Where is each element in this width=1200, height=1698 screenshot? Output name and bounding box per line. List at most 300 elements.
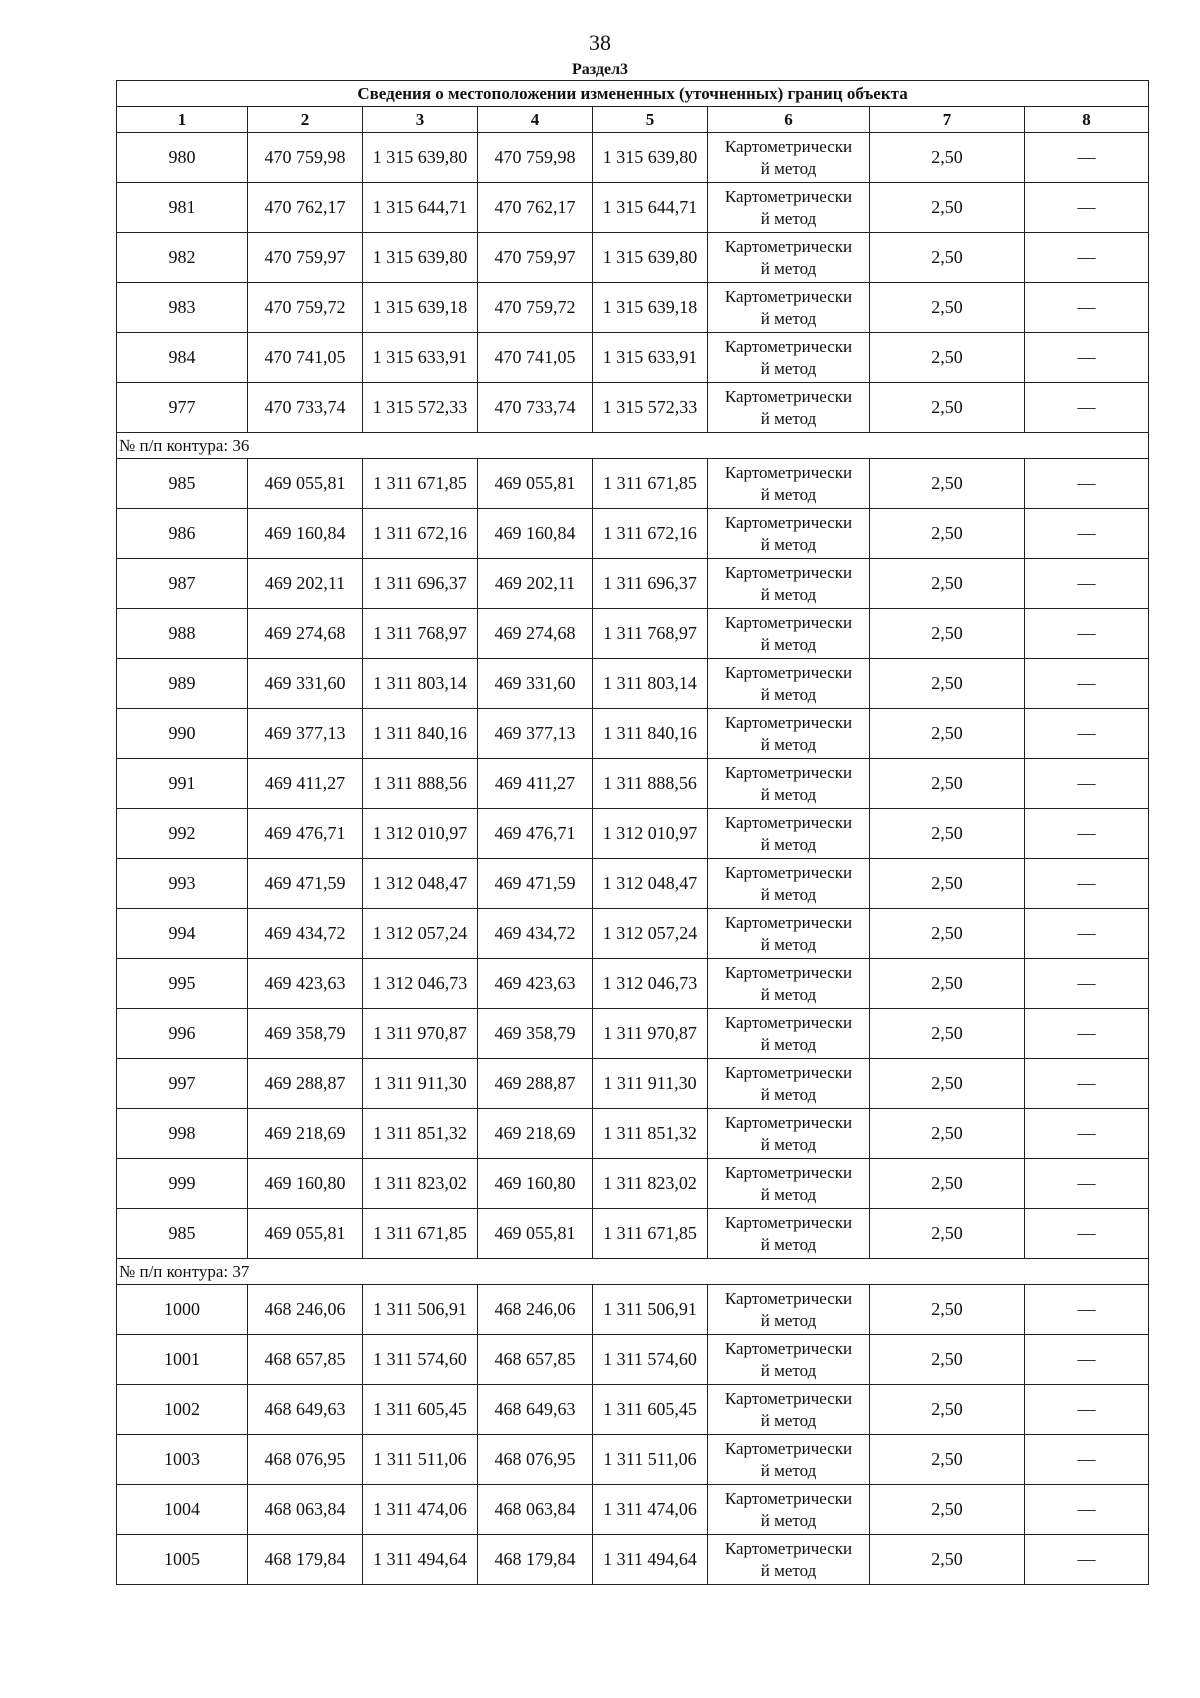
y-existing: 1 315 639,80 bbox=[363, 233, 478, 283]
description-dash: — bbox=[1025, 133, 1149, 183]
y-existing: 1 312 057,24 bbox=[363, 909, 478, 959]
method-line1: Картометрически bbox=[724, 186, 853, 206]
y-existing: 1 311 768,97 bbox=[363, 609, 478, 659]
x-existing: 468 063,84 bbox=[248, 1485, 363, 1535]
accuracy-value: 2,50 bbox=[870, 1109, 1025, 1159]
method-line2: й метод bbox=[760, 934, 817, 954]
table-row bbox=[117, 609, 1149, 659]
method-cell bbox=[708, 1109, 870, 1159]
table-row bbox=[117, 709, 1149, 759]
accuracy-value: 2,50 bbox=[870, 1285, 1025, 1335]
accuracy-value: 2,50 bbox=[870, 1535, 1025, 1585]
method-cell bbox=[708, 1285, 870, 1335]
method-line1: Картометрически bbox=[724, 236, 853, 256]
y-new: 1 311 823,02 bbox=[593, 1159, 708, 1209]
x-new: 469 055,81 bbox=[478, 459, 593, 509]
y-new: 1 311 911,30 bbox=[593, 1059, 708, 1109]
x-existing: 469 055,81 bbox=[248, 1209, 363, 1259]
y-new: 1 311 671,85 bbox=[593, 1209, 708, 1259]
x-existing: 469 358,79 bbox=[248, 1009, 363, 1059]
x-new: 469 377,13 bbox=[478, 709, 593, 759]
accuracy-value: 2,50 bbox=[870, 659, 1025, 709]
x-new: 469 331,60 bbox=[478, 659, 593, 709]
method-line2: й метод bbox=[760, 584, 817, 604]
table-row bbox=[117, 559, 1149, 609]
y-existing: 1 311 851,32 bbox=[363, 1109, 478, 1159]
description-dash: — bbox=[1025, 859, 1149, 909]
description-dash: — bbox=[1025, 1535, 1149, 1585]
y-existing: 1 311 506,91 bbox=[363, 1285, 478, 1335]
method-line2: й метод bbox=[760, 484, 817, 504]
accuracy-value: 2,50 bbox=[870, 1159, 1025, 1209]
y-existing: 1 315 572,33 bbox=[363, 383, 478, 433]
y-existing: 1 311 888,56 bbox=[363, 759, 478, 809]
method-cell bbox=[708, 1335, 870, 1385]
y-existing: 1 311 574,60 bbox=[363, 1335, 478, 1385]
y-new: 1 311 506,91 bbox=[593, 1285, 708, 1335]
y-existing: 1 311 803,14 bbox=[363, 659, 478, 709]
method-cell bbox=[708, 1385, 870, 1435]
method-line1: Картометрически bbox=[724, 286, 853, 306]
accuracy-value: 2,50 bbox=[870, 709, 1025, 759]
contour-label: № п/п контура: 36 bbox=[117, 433, 1149, 459]
y-existing: 1 311 696,37 bbox=[363, 559, 478, 609]
section-title: Раздел3 bbox=[571, 61, 629, 78]
x-new: 469 411,27 bbox=[478, 759, 593, 809]
y-existing: 1 311 672,16 bbox=[363, 509, 478, 559]
description-dash: — bbox=[1025, 909, 1149, 959]
description-dash: — bbox=[1025, 1485, 1149, 1535]
method-cell bbox=[708, 809, 870, 859]
y-new: 1 311 474,06 bbox=[593, 1485, 708, 1535]
accuracy-value: 2,50 bbox=[870, 233, 1025, 283]
method-line1: Картометрически bbox=[724, 812, 853, 832]
x-existing: 469 434,72 bbox=[248, 909, 363, 959]
point-number: 1005 bbox=[117, 1535, 248, 1585]
y-new: 1 315 639,18 bbox=[593, 283, 708, 333]
method-line1: Картометрически bbox=[724, 1288, 853, 1308]
table-row bbox=[117, 133, 1149, 183]
method-cell bbox=[708, 459, 870, 509]
column-number-3: 3 bbox=[363, 107, 478, 133]
method-line1: Картометрически bbox=[724, 1012, 853, 1032]
point-number: 1004 bbox=[117, 1485, 248, 1535]
x-new: 469 423,63 bbox=[478, 959, 593, 1009]
table-row bbox=[117, 909, 1149, 959]
point-number: 986 bbox=[117, 509, 248, 559]
method-cell bbox=[708, 959, 870, 1009]
table-row bbox=[117, 659, 1149, 709]
accuracy-value: 2,50 bbox=[870, 183, 1025, 233]
method-line1: Картометрически bbox=[724, 1438, 853, 1458]
x-new: 468 649,63 bbox=[478, 1385, 593, 1435]
y-existing: 1 311 494,64 bbox=[363, 1535, 478, 1585]
description-dash: — bbox=[1025, 183, 1149, 233]
method-cell bbox=[708, 509, 870, 559]
method-line2: й метод bbox=[760, 258, 817, 278]
point-number: 1003 bbox=[117, 1435, 248, 1485]
accuracy-value: 2,50 bbox=[870, 1009, 1025, 1059]
description-dash: — bbox=[1025, 1335, 1149, 1385]
point-number: 998 bbox=[117, 1109, 248, 1159]
method-cell bbox=[708, 909, 870, 959]
table-row bbox=[117, 1485, 1149, 1535]
description-dash: — bbox=[1025, 709, 1149, 759]
accuracy-value: 2,50 bbox=[870, 909, 1025, 959]
y-new: 1 311 511,06 bbox=[593, 1435, 708, 1485]
x-existing: 469 055,81 bbox=[248, 459, 363, 509]
table-row bbox=[117, 333, 1149, 383]
method-cell bbox=[708, 383, 870, 433]
x-existing: 468 076,95 bbox=[248, 1435, 363, 1485]
y-existing: 1 315 639,18 bbox=[363, 283, 478, 333]
y-new: 1 311 768,97 bbox=[593, 609, 708, 659]
y-existing: 1 311 605,45 bbox=[363, 1385, 478, 1435]
x-new: 470 762,17 bbox=[478, 183, 593, 233]
y-new: 1 315 644,71 bbox=[593, 183, 708, 233]
y-new: 1 311 494,64 bbox=[593, 1535, 708, 1585]
y-existing: 1 312 046,73 bbox=[363, 959, 478, 1009]
method-line2: й метод bbox=[760, 1410, 817, 1430]
y-existing: 1 311 970,87 bbox=[363, 1009, 478, 1059]
y-new: 1 311 671,85 bbox=[593, 459, 708, 509]
contour-header-row bbox=[117, 1259, 1149, 1285]
x-new: 469 055,81 bbox=[478, 1209, 593, 1259]
point-number: 999 bbox=[117, 1159, 248, 1209]
x-existing: 469 274,68 bbox=[248, 609, 363, 659]
x-new: 469 476,71 bbox=[478, 809, 593, 859]
table-row bbox=[117, 1109, 1149, 1159]
x-new: 470 733,74 bbox=[478, 383, 593, 433]
y-new: 1 315 639,80 bbox=[593, 133, 708, 183]
method-line1: Картометрически bbox=[724, 612, 853, 632]
method-line2: й метод bbox=[760, 1234, 817, 1254]
method-line1: Картометрически bbox=[724, 962, 853, 982]
x-new: 470 759,72 bbox=[478, 283, 593, 333]
method-line2: й метод bbox=[760, 308, 817, 328]
method-cell bbox=[708, 559, 870, 609]
y-existing: 1 315 639,80 bbox=[363, 133, 478, 183]
accuracy-value: 2,50 bbox=[870, 609, 1025, 659]
point-number: 984 bbox=[117, 333, 248, 383]
x-new: 470 741,05 bbox=[478, 333, 593, 383]
y-existing: 1 312 048,47 bbox=[363, 859, 478, 909]
point-number: 981 bbox=[117, 183, 248, 233]
x-new: 468 179,84 bbox=[478, 1535, 593, 1585]
method-cell bbox=[708, 759, 870, 809]
method-cell bbox=[708, 859, 870, 909]
x-new: 470 759,97 bbox=[478, 233, 593, 283]
point-number: 1002 bbox=[117, 1385, 248, 1435]
y-new: 1 312 046,73 bbox=[593, 959, 708, 1009]
y-existing: 1 311 671,85 bbox=[363, 459, 478, 509]
table-row bbox=[117, 1535, 1149, 1585]
table-row bbox=[117, 283, 1149, 333]
point-number: 985 bbox=[117, 459, 248, 509]
page-number: 38 bbox=[589, 30, 611, 55]
method-line2: й метод bbox=[760, 1310, 817, 1330]
method-line2: й метод bbox=[760, 1510, 817, 1530]
x-new: 468 246,06 bbox=[478, 1285, 593, 1335]
method-line1: Картометрически bbox=[724, 562, 853, 582]
y-existing: 1 311 511,06 bbox=[363, 1435, 478, 1485]
accuracy-value: 2,50 bbox=[870, 559, 1025, 609]
x-new: 469 202,11 bbox=[478, 559, 593, 609]
accuracy-value: 2,50 bbox=[870, 333, 1025, 383]
table-body bbox=[117, 133, 1149, 1585]
y-new: 1 311 851,32 bbox=[593, 1109, 708, 1159]
x-existing: 468 649,63 bbox=[248, 1385, 363, 1435]
table-row bbox=[117, 1159, 1149, 1209]
method-cell bbox=[708, 609, 870, 659]
description-dash: — bbox=[1025, 383, 1149, 433]
method-line2: й метод bbox=[760, 408, 817, 428]
description-dash: — bbox=[1025, 1009, 1149, 1059]
x-existing: 469 411,27 bbox=[248, 759, 363, 809]
y-new: 1 312 010,97 bbox=[593, 809, 708, 859]
table-row bbox=[117, 1335, 1149, 1385]
method-cell bbox=[708, 1009, 870, 1059]
x-new: 470 759,98 bbox=[478, 133, 593, 183]
accuracy-value: 2,50 bbox=[870, 859, 1025, 909]
point-number: 983 bbox=[117, 283, 248, 333]
method-line1: Картометрически bbox=[724, 912, 853, 932]
accuracy-value: 2,50 bbox=[870, 1059, 1025, 1109]
table-row bbox=[117, 959, 1149, 1009]
method-cell bbox=[708, 1485, 870, 1535]
x-new: 468 076,95 bbox=[478, 1435, 593, 1485]
y-new: 1 311 803,14 bbox=[593, 659, 708, 709]
y-new: 1 315 639,80 bbox=[593, 233, 708, 283]
method-line2: й метод bbox=[760, 984, 817, 1004]
point-number: 990 bbox=[117, 709, 248, 759]
method-line2: й метод bbox=[760, 1360, 817, 1380]
point-number: 989 bbox=[117, 659, 248, 709]
x-new: 469 274,68 bbox=[478, 609, 593, 659]
x-existing: 469 377,13 bbox=[248, 709, 363, 759]
method-line2: й метод bbox=[760, 1084, 817, 1104]
y-existing: 1 311 671,85 bbox=[363, 1209, 478, 1259]
y-new: 1 311 840,16 bbox=[593, 709, 708, 759]
method-line1: Картометрически bbox=[724, 1488, 853, 1508]
y-existing: 1 311 911,30 bbox=[363, 1059, 478, 1109]
y-existing: 1 311 474,06 bbox=[363, 1485, 478, 1535]
x-existing: 468 179,84 bbox=[248, 1535, 363, 1585]
point-number: 980 bbox=[117, 133, 248, 183]
description-dash: — bbox=[1025, 1435, 1149, 1485]
accuracy-value: 2,50 bbox=[870, 809, 1025, 859]
x-new: 469 218,69 bbox=[478, 1109, 593, 1159]
table-row bbox=[117, 459, 1149, 509]
y-new: 1 312 048,47 bbox=[593, 859, 708, 909]
table-row bbox=[117, 1385, 1149, 1435]
description-dash: — bbox=[1025, 333, 1149, 383]
description-dash: — bbox=[1025, 1209, 1149, 1259]
method-line2: й метод bbox=[760, 684, 817, 704]
method-cell bbox=[708, 1535, 870, 1585]
description-dash: — bbox=[1025, 1285, 1149, 1335]
y-existing: 1 315 644,71 bbox=[363, 183, 478, 233]
column-number-8: 8 bbox=[1025, 107, 1149, 133]
x-existing: 469 218,69 bbox=[248, 1109, 363, 1159]
method-line1: Картометрически bbox=[724, 1212, 853, 1232]
x-existing: 468 657,85 bbox=[248, 1335, 363, 1385]
table-row bbox=[117, 509, 1149, 559]
y-new: 1 311 672,16 bbox=[593, 509, 708, 559]
point-number: 995 bbox=[117, 959, 248, 1009]
table-row bbox=[117, 233, 1149, 283]
point-number: 993 bbox=[117, 859, 248, 909]
method-line2: й метод bbox=[760, 634, 817, 654]
method-line2: й метод bbox=[760, 1034, 817, 1054]
x-existing: 469 288,87 bbox=[248, 1059, 363, 1109]
description-dash: — bbox=[1025, 1385, 1149, 1435]
accuracy-value: 2,50 bbox=[870, 283, 1025, 333]
table-row bbox=[117, 809, 1149, 859]
method-line2: й метод bbox=[760, 1184, 817, 1204]
method-line1: Картометрически bbox=[724, 862, 853, 882]
method-cell bbox=[708, 333, 870, 383]
method-line1: Картометрически bbox=[724, 1112, 853, 1132]
x-existing: 469 160,80 bbox=[248, 1159, 363, 1209]
method-line1: Картометрически bbox=[724, 1162, 853, 1182]
accuracy-value: 2,50 bbox=[870, 509, 1025, 559]
description-dash: — bbox=[1025, 759, 1149, 809]
x-existing: 470 759,98 bbox=[248, 133, 363, 183]
method-line2: й метод bbox=[760, 1560, 817, 1580]
method-line1: Картометрически bbox=[724, 662, 853, 682]
description-dash: — bbox=[1025, 233, 1149, 283]
method-cell bbox=[708, 1209, 870, 1259]
x-new: 469 160,80 bbox=[478, 1159, 593, 1209]
x-existing: 470 759,97 bbox=[248, 233, 363, 283]
x-new: 469 358,79 bbox=[478, 1009, 593, 1059]
table-row bbox=[117, 383, 1149, 433]
y-new: 1 315 572,33 bbox=[593, 383, 708, 433]
method-line2: й метод bbox=[760, 834, 817, 854]
description-dash: — bbox=[1025, 1159, 1149, 1209]
accuracy-value: 2,50 bbox=[870, 1485, 1025, 1535]
description-dash: — bbox=[1025, 959, 1149, 1009]
method-line2: й метод bbox=[760, 1460, 817, 1480]
point-number: 992 bbox=[117, 809, 248, 859]
y-existing: 1 315 633,91 bbox=[363, 333, 478, 383]
accuracy-value: 2,50 bbox=[870, 1435, 1025, 1485]
method-line1: Картометрически bbox=[724, 712, 853, 732]
method-line2: й метод bbox=[760, 734, 817, 754]
point-number: 985 bbox=[117, 1209, 248, 1259]
method-line2: й метод bbox=[760, 534, 817, 554]
y-new: 1 311 574,60 bbox=[593, 1335, 708, 1385]
method-line2: й метод bbox=[760, 784, 817, 804]
y-new: 1 311 888,56 bbox=[593, 759, 708, 809]
x-new: 469 288,87 bbox=[478, 1059, 593, 1109]
table-row bbox=[117, 1009, 1149, 1059]
table-row bbox=[117, 1209, 1149, 1259]
y-new: 1 311 696,37 bbox=[593, 559, 708, 609]
point-number: 1001 bbox=[117, 1335, 248, 1385]
x-new: 469 471,59 bbox=[478, 859, 593, 909]
method-cell bbox=[708, 233, 870, 283]
description-dash: — bbox=[1025, 1059, 1149, 1109]
x-existing: 469 471,59 bbox=[248, 859, 363, 909]
x-existing: 469 202,11 bbox=[248, 559, 363, 609]
accuracy-value: 2,50 bbox=[870, 1209, 1025, 1259]
method-line1: Картометрически bbox=[724, 1062, 853, 1082]
x-existing: 470 741,05 bbox=[248, 333, 363, 383]
method-line1: Картометрически bbox=[724, 512, 853, 532]
y-existing: 1 312 010,97 bbox=[363, 809, 478, 859]
x-existing: 469 476,71 bbox=[248, 809, 363, 859]
method-line1: Картометрически bbox=[724, 1538, 853, 1558]
method-line1: Картометрически bbox=[724, 336, 853, 356]
x-existing: 470 759,72 bbox=[248, 283, 363, 333]
point-number: 988 bbox=[117, 609, 248, 659]
description-dash: — bbox=[1025, 609, 1149, 659]
method-line1: Картометрически bbox=[724, 762, 853, 782]
description-dash: — bbox=[1025, 559, 1149, 609]
description-dash: — bbox=[1025, 459, 1149, 509]
accuracy-value: 2,50 bbox=[870, 1385, 1025, 1435]
accuracy-value: 2,50 bbox=[870, 459, 1025, 509]
point-number: 1000 bbox=[117, 1285, 248, 1335]
x-existing: 469 331,60 bbox=[248, 659, 363, 709]
point-number: 997 bbox=[117, 1059, 248, 1109]
accuracy-value: 2,50 bbox=[870, 759, 1025, 809]
table-row bbox=[117, 859, 1149, 909]
column-number-4: 4 bbox=[478, 107, 593, 133]
point-number: 987 bbox=[117, 559, 248, 609]
method-line2: й метод bbox=[760, 1134, 817, 1154]
boundary-coordinates-table bbox=[116, 80, 1149, 1585]
accuracy-value: 2,50 bbox=[870, 959, 1025, 1009]
description-dash: — bbox=[1025, 809, 1149, 859]
column-number-2: 2 bbox=[248, 107, 363, 133]
x-new: 469 160,84 bbox=[478, 509, 593, 559]
point-number: 982 bbox=[117, 233, 248, 283]
table-row bbox=[117, 759, 1149, 809]
description-dash: — bbox=[1025, 283, 1149, 333]
column-number-6: 6 bbox=[708, 107, 870, 133]
table-row bbox=[117, 1435, 1149, 1485]
accuracy-value: 2,50 bbox=[870, 1335, 1025, 1385]
y-new: 1 311 605,45 bbox=[593, 1385, 708, 1435]
method-line1: Картометрически bbox=[724, 462, 853, 482]
x-existing: 469 160,84 bbox=[248, 509, 363, 559]
method-line2: й метод bbox=[760, 158, 817, 178]
method-line1: Картометрически bbox=[724, 136, 853, 156]
column-number-row bbox=[117, 107, 1149, 133]
y-new: 1 315 633,91 bbox=[593, 333, 708, 383]
contour-header-row bbox=[117, 433, 1149, 459]
method-line1: Картометрически bbox=[724, 1338, 853, 1358]
table-title: Сведения о местоположении измененных (уточненных) границ объекта bbox=[117, 81, 1149, 107]
y-existing: 1 311 840,16 bbox=[363, 709, 478, 759]
x-new: 469 434,72 bbox=[478, 909, 593, 959]
contour-label: № п/п контура: 37 bbox=[117, 1259, 1149, 1285]
x-new: 468 657,85 bbox=[478, 1335, 593, 1385]
method-line1: Картометрически bbox=[724, 1388, 853, 1408]
description-dash: — bbox=[1025, 1109, 1149, 1159]
method-cell bbox=[708, 659, 870, 709]
x-new: 468 063,84 bbox=[478, 1485, 593, 1535]
method-cell bbox=[708, 283, 870, 333]
method-line1: Картометрически bbox=[724, 386, 853, 406]
y-existing: 1 311 823,02 bbox=[363, 1159, 478, 1209]
description-dash: — bbox=[1025, 509, 1149, 559]
method-cell bbox=[708, 133, 870, 183]
method-line2: й метод bbox=[760, 358, 817, 378]
